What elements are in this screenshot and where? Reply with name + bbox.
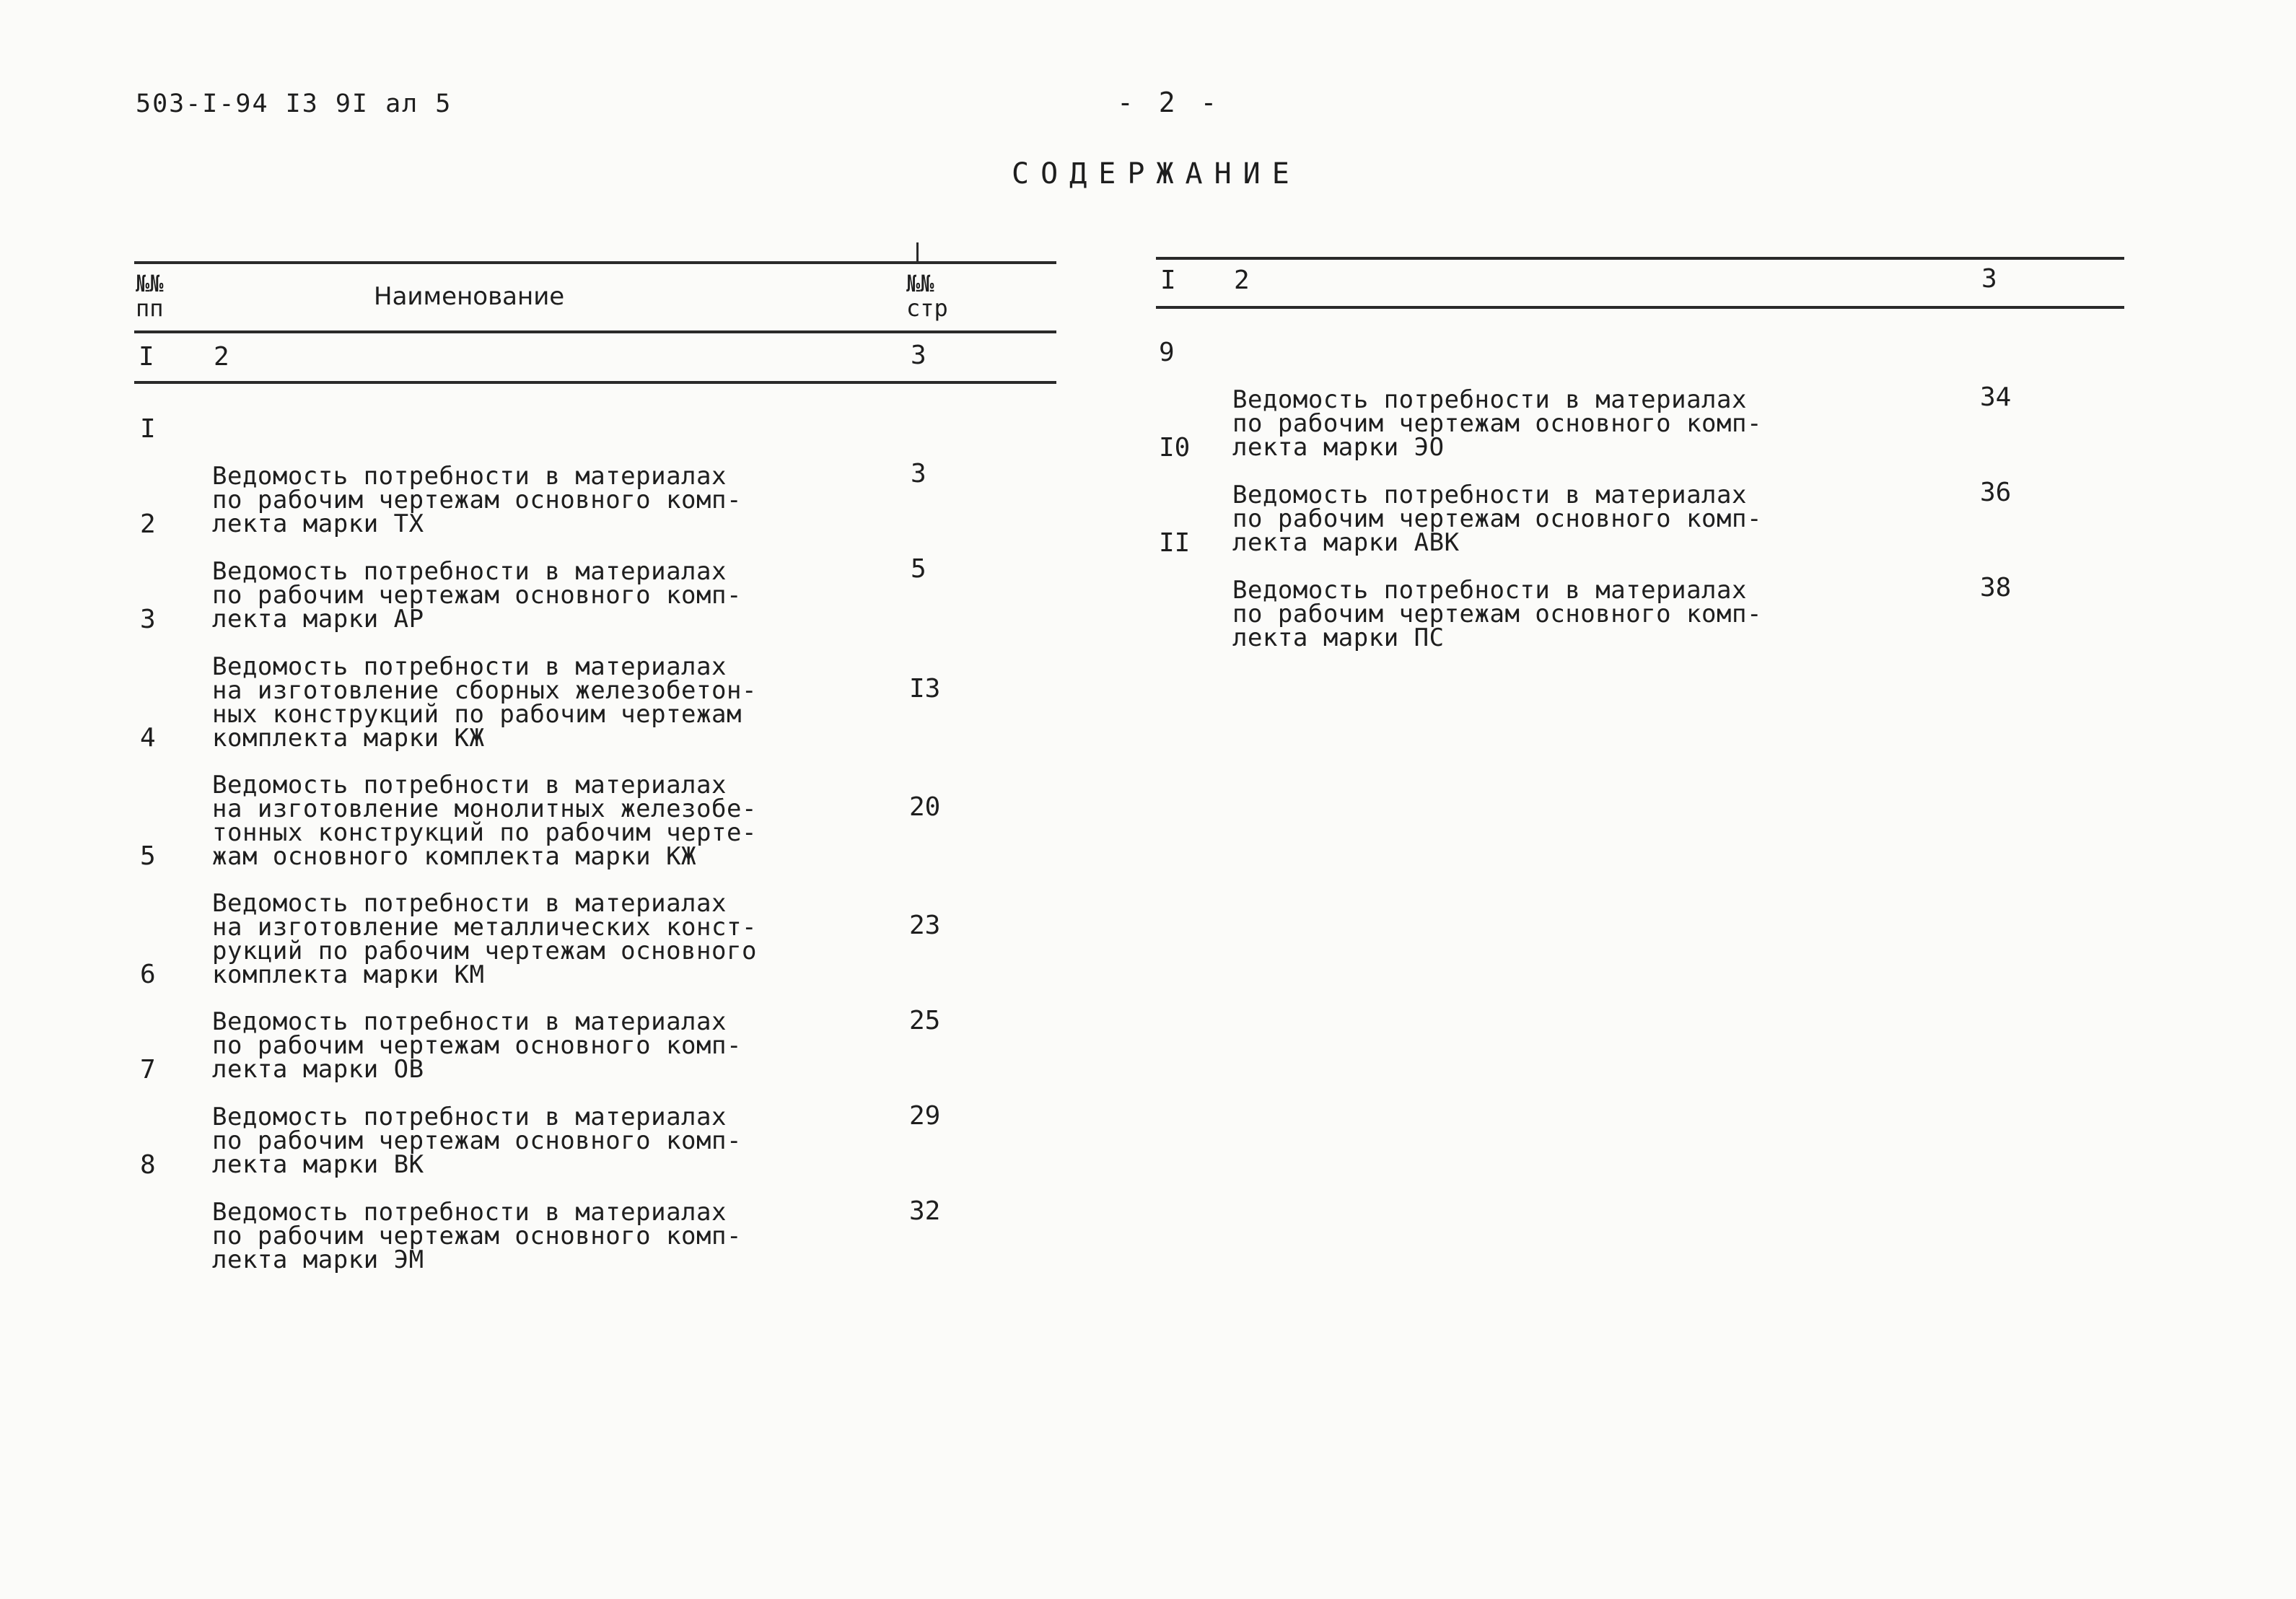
row-number: 5 <box>140 841 156 871</box>
right-table-index-rule <box>1156 306 2124 309</box>
left-table-header-rule <box>134 330 1056 333</box>
right-table-top-rule <box>1156 257 2124 260</box>
row-number: 7 <box>140 1055 156 1085</box>
row-title: Ведомость потребности в материалах по рабочим чертежам основного комп- лекта марки ТХ <box>212 462 742 538</box>
document-code: 503-I-94 I3 9I ал 5 <box>136 89 452 118</box>
row-number: I0 <box>1159 433 1191 463</box>
row-page: 32 <box>909 1196 941 1226</box>
row-number: 9 <box>1159 338 1175 367</box>
row-title: Ведомость потребности в материалах по рабочим чертежам основного комп- лекта марки ПС <box>1232 576 1762 652</box>
row-title: Ведомость потребности в материалах по рабочим чертежам основного комп- лекта марки ОВ <box>212 1007 742 1084</box>
left-table-index-rule <box>134 381 1056 384</box>
row-number: 4 <box>140 723 156 753</box>
row-number: 2 <box>140 509 156 539</box>
left-index-3: 3 <box>911 341 926 370</box>
row-page: 5 <box>911 554 926 584</box>
row-number: 8 <box>140 1150 156 1180</box>
page-title: СОДЕРЖАНИЕ <box>1012 157 1301 190</box>
row-page: 23 <box>909 911 941 940</box>
row-page: 34 <box>1980 382 2012 412</box>
row-page: 38 <box>1980 573 2012 603</box>
row-number: II <box>1159 528 1191 558</box>
left-table-top-rule <box>134 261 1056 264</box>
row-page: 20 <box>909 792 941 822</box>
row-number: 6 <box>140 960 156 989</box>
row-page: 36 <box>1980 478 2012 507</box>
page-number: - 2 - <box>1117 87 1222 118</box>
row-number: 3 <box>140 605 156 634</box>
left-header-num: №№ пп <box>136 270 164 322</box>
row-title: Ведомость потребности в материалах по рабочим чертежам основного комп- лекта марки ВК <box>212 1103 742 1179</box>
row-page: 3 <box>911 459 926 489</box>
left-index-1: I <box>139 342 154 372</box>
row-title: Ведомость потребности в материалах на изготовление монолитных железобе- тонных конструкций по рабочим черте- жам основного комплекта марки КЖ <box>212 771 757 871</box>
row-title: Ведомость потребности в материалах по рабочим чертежам основного комп- лекта марки АВК <box>1232 481 1762 557</box>
row-title: Ведомость потребности в материалах по рабочим чертежам основного комп- лекта марки ЭО <box>1232 385 1762 462</box>
right-index-1: I <box>1160 266 1176 295</box>
left-index-2: 2 <box>214 342 229 372</box>
right-index-3: 3 <box>1981 264 1997 294</box>
row-title: Ведомость потребности в материалах на изготовление сборных железобетон- ных конструкций по рабочим чертежам комплекта марки КЖ <box>212 652 757 753</box>
right-index-2: 2 <box>1234 266 1250 295</box>
row-page: I3 <box>909 674 941 704</box>
row-page: 25 <box>909 1006 941 1035</box>
row-page: 29 <box>909 1101 941 1131</box>
row-title: Ведомость потребности в материалах по рабочим чертежам основного комп- лекта марки АР <box>212 557 742 634</box>
left-table-column-tick <box>916 242 919 261</box>
row-title: Ведомость потребности в материалах по рабочим чертежам основного комп- лекта марки ЭМ <box>212 1198 742 1274</box>
left-header-name: Наименование <box>374 282 565 311</box>
row-number: I <box>140 414 156 444</box>
left-header-page: №№ стр <box>906 270 948 322</box>
row-title: Ведомость потребности в материалах на изготовление металлических конст- рукций по рабочим чертежам основного комплекта марки КМ <box>212 889 757 989</box>
